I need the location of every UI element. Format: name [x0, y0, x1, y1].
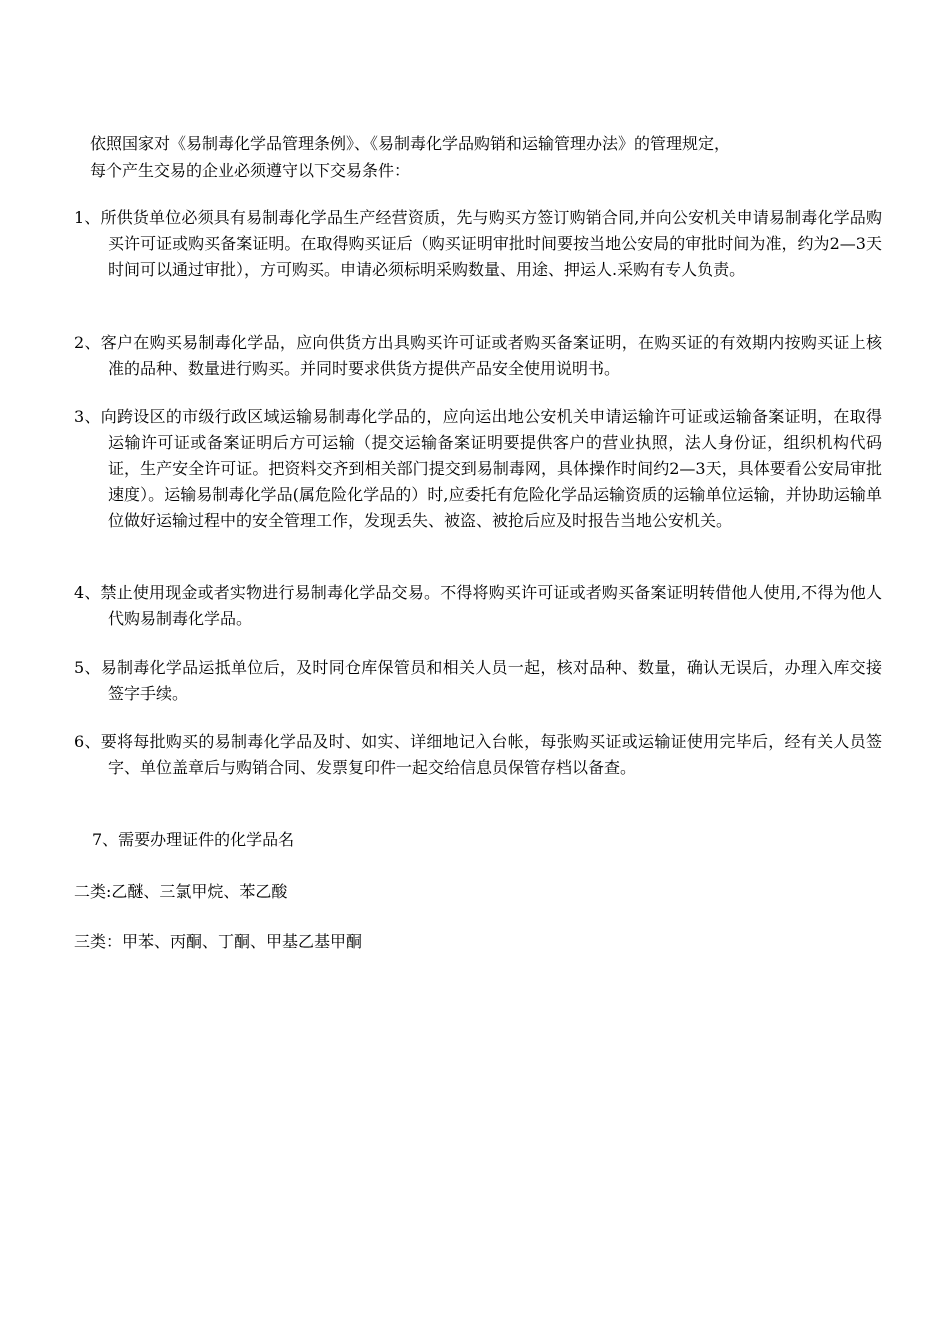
condition-item-6: 6、要将每批购买的易制毒化学品及时、如实、详细地记入台帐，每张购买证或运输证使用完毕后，经有关人员签字、单位盖章后与购销合同、发票复印件一起交给信息员保管存档以备查。 — [74, 732, 882, 777]
intro-paragraph: 依照国家对《易制毒化学品管理条例》、《易制毒化学品购销和运输管理办法》的管理规定， 每个产生交易的企业必须遵守以下交易条件： — [90, 134, 731, 180]
class-2-chemicals: 二类:乙醚、三氯甲烷、苯乙酸 — [74, 882, 288, 901]
condition-item-4: 4、禁止使用现金或者实物进行易制毒化学品交易。不得将购买许可证或者购买备案证明转借他人使用,不得为他人代购易制毒化学品。 — [74, 583, 882, 628]
condition-item-3: 3、向跨设区的市级行政区域运输易制毒化学品的，应向运出地公安机关申请运输许可证或运输备案证明，在取得运输许可证或备案证明后方可运输（提交运输备案证明要提供客户的营业执照，法人身份证，组织机构代码证，生产安全许可证。把资料交齐到相关部门提交到易制毒网，具体操作时间约2—3天，具体要看公安局审批速度）。运输易制毒化学品(属危险化学品的）时,应委托有危险化学品运输资质的运输单位运输，并协助运输单位做好运输过程中的安全管理工作，发现丢失、被盗、被抢后应及时报告当地公安机关。 — [74, 407, 882, 530]
condition-item-5: 5、易制毒化学品运抵单位后，及时同仓库保管员和相关人员一起，核对品种、数量，确认无误后，办理入库交接签字手续。 — [74, 658, 882, 703]
item-7-heading: 7、需要办理证件的化学品名 — [92, 830, 295, 849]
condition-item-1: 1、所供货单位必须具有易制毒化学品生产经营资质，先与购买方签订购销合同,并向公安机关申请易制毒化学品购买许可证或购买备案证明。在取得购买证后（购买证明审批时间要按当地公安局的审批时间为准，约为2—3天时间可以通过审批），方可购买。申请必须标明采购数量、用途、押运人.采购有专人负责。 — [74, 208, 882, 279]
condition-item-2: 2、客户在购买易制毒化学品，应向供货方出具购买许可证或者购买备案证明，在购买证的有效期内按购买证上核准的品种、数量进行购买。并同时要求供货方提供产品安全使用说明书。 — [74, 333, 882, 378]
class-3-chemicals: 三类：甲苯、丙酮、丁酮、甲基乙基甲酮 — [74, 932, 363, 951]
